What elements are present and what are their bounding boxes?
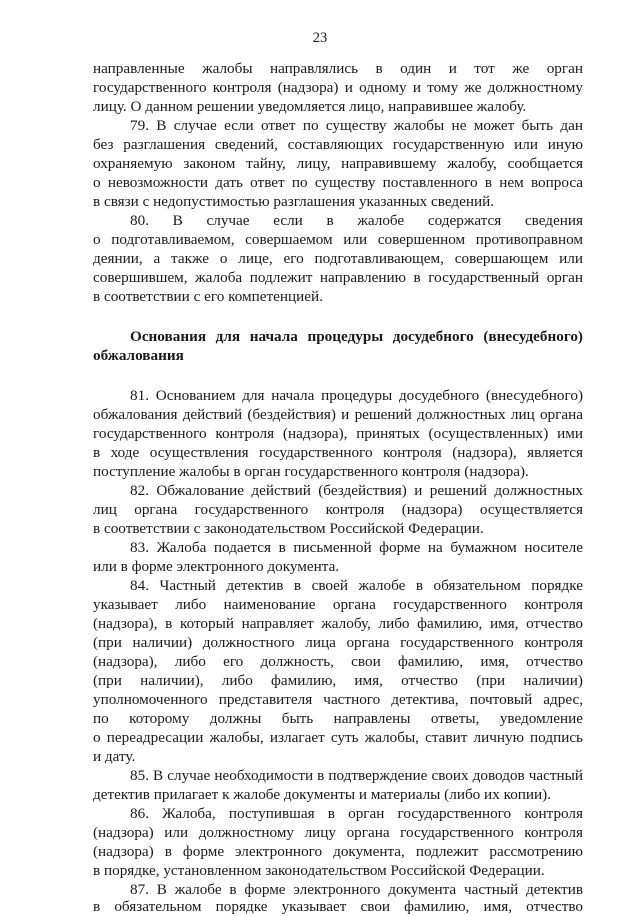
text-line: государственного контроля (надзора) и одному и тому же должностному <box>93 79 583 96</box>
text-line: в связи с недопустимостью разглашения указанных сведений. <box>93 193 495 210</box>
text-line: 85. В случае необходимости в подтверждение своих доводов частный <box>130 767 583 784</box>
text-line: и дату. <box>93 748 136 765</box>
text-line: 80. В случае если в жалобе содержатся сведения <box>130 212 583 229</box>
text-line: 86. Жалоба, поступившая в орган государственного контроля <box>130 805 583 822</box>
text-line: (при наличии), либо фамилию, имя, отчество (при наличии) <box>93 672 583 689</box>
text-line: или в форме электронного документа. <box>93 558 340 575</box>
text-line: лицу. О данном решении уведомляется лицо, направившее жалобу. <box>93 98 527 115</box>
text-line: о подготавливаемом, совершаемом или совершенном противоправном <box>93 231 583 248</box>
text-line: 82. Обжалование действий (бездействия) и решений должностных <box>130 482 583 499</box>
text-line: в соответствии с законодательством Российской Федерации. <box>93 520 484 537</box>
text-line: деянии, а также о лице, его подготавливающем, совершающем или <box>93 250 583 267</box>
text-line: 79. В случае если ответ по существу жалобы не может быть дан <box>130 117 583 134</box>
section-heading-line: Основания для начала процедуры досудебного (внесудебного) <box>130 328 583 345</box>
section-heading-line: обжалования <box>93 347 184 364</box>
text-line: уполномоченного представителя частного детектива, почтовый адрес, <box>93 691 583 708</box>
text-line: (надзора) в форме электронного документа, подлежит рассмотрению <box>93 843 583 860</box>
text-line: в порядке, установленном законодательством Российской Федерации. <box>93 862 545 879</box>
text-line: (при наличии) должностного лица органа государственного контроля <box>93 634 583 651</box>
text-line: лиц органа государственного контроля (надзора) осуществляется <box>93 501 583 518</box>
text-line: указывает либо наименование органа государственного контроля <box>93 596 583 613</box>
text-line: 87. В жалобе в форме электронного документа частный детектив <box>130 881 583 898</box>
text-line: совершившем, жалоба подлежит направлению в государственный орган <box>93 269 583 286</box>
text-line: государственного контроля (надзора), принятых (осуществленных) ими <box>93 425 583 442</box>
text-line: без разглашения сведений, составляющих государственную или иную <box>93 136 583 153</box>
text-line: 84. Частный детектив в своей жалобе в обязательном порядке <box>130 577 583 594</box>
text-line: 83. Жалоба подается в письменной форме на бумажном носителе <box>130 539 583 556</box>
text-line: охраняемую законом тайну, лицу, направившему жалобу, сообщается <box>93 155 583 172</box>
text-line: направленные жалобы направлялись в один и тот же орган <box>93 60 583 77</box>
page-number: 23 <box>312 30 328 46</box>
text-line: в ходе осуществления государственного контроля (надзора), является <box>93 444 583 461</box>
text-line: о переадресации жалобы, излагает суть жалобы, ставит личную подпись <box>93 729 583 746</box>
text-line: по которому должны быть направлены ответы, уведомление <box>93 710 583 727</box>
text-line: в соответствии с его компетенцией. <box>93 288 323 305</box>
text-line: (надзора), в который направляет жалобу, либо фамилию, имя, отчество <box>93 615 583 632</box>
text-line: детектив прилагает к жалобе документы и материалы (либо их копии). <box>93 786 552 803</box>
text-line: о невозможности дать ответ по существу поставленного в нем вопроса <box>93 174 583 191</box>
text-line: (надзора) или должностному лицу органа государственного контроля <box>93 824 583 841</box>
text-line: 81. Основанием для начала процедуры досудебного (внесудебного) <box>130 387 583 404</box>
text-line: (надзора), либо его должность, свои фамилию, имя, отчество <box>93 653 583 670</box>
text-line: поступление жалобы в орган государственного контроля (надзора). <box>93 463 529 480</box>
text-line: в обязательном порядке указывает свои фамилию, имя, отчество <box>93 898 583 915</box>
text-line: обжалования действий (бездействия) и решений должностных лиц органа <box>93 406 583 423</box>
